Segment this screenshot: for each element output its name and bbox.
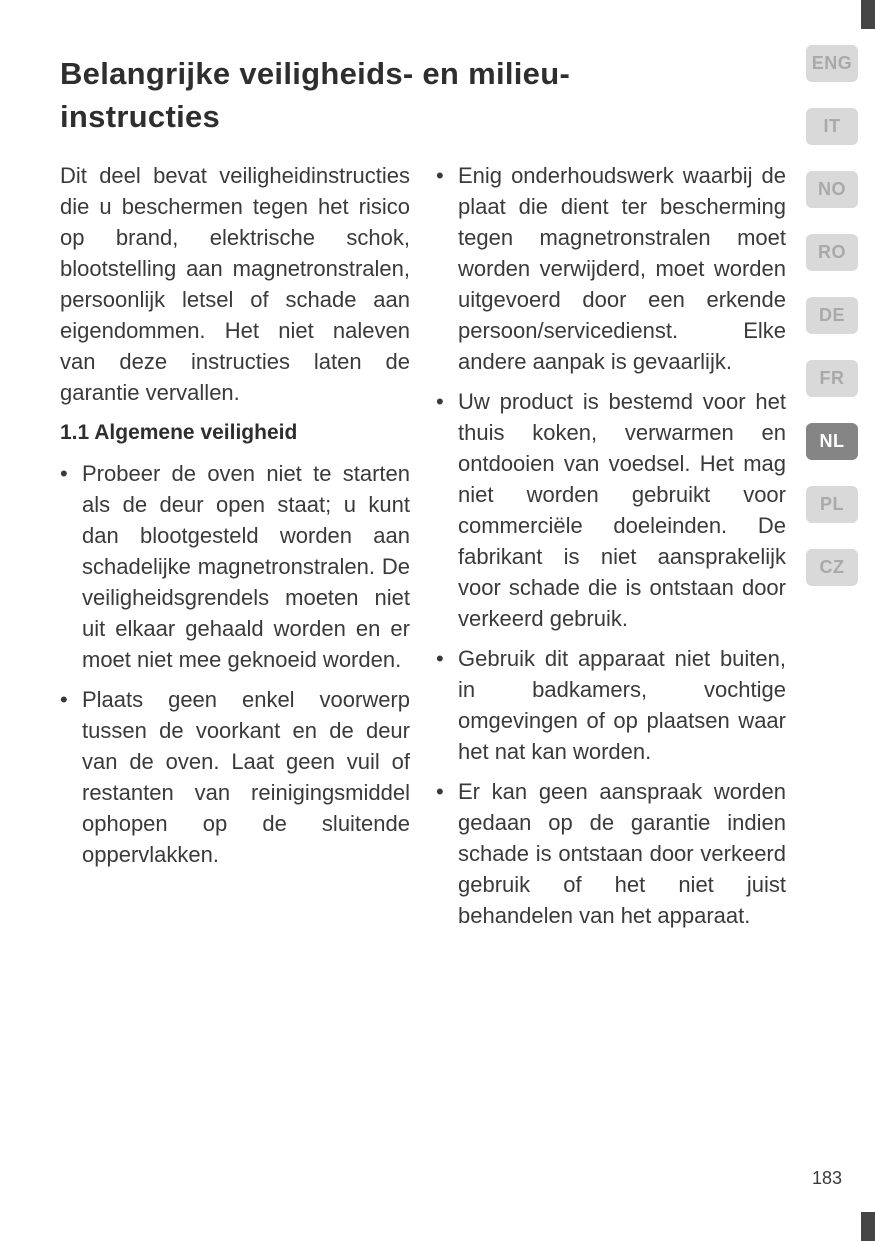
bullet-icon: • [60,461,68,486]
lang-tab-fr: FR [806,360,858,397]
bullet-icon: • [436,389,444,414]
lang-tab-pl: PL [806,486,858,523]
content-columns [60,160,786,940]
bullet-item [436,643,786,767]
lang-tab-de: DE [806,297,858,334]
bullet-text: Er kan geen aanspraak worden gedaan op de garantie indien schade is ontstaan door verkeerd gebruik of het niet juist behandelen van het apparaat. [458,779,786,928]
right-column [436,160,786,940]
bullet-item [60,458,410,675]
lang-tab-eng: ENG [806,45,858,82]
bullet-text: Uw product is bestemd voor het thuis koken, verwarmen en ontdooien van voedsel. Het mag niet worden gebruikt voor commerciële doeleinden. De fabrikant is niet aansprakelijk voor schade die is ontstaan door verkeerd gebruik. [458,389,786,631]
bullet-icon: • [436,779,444,804]
lang-tab-cz: CZ [806,549,858,586]
bullet-text: Gebruik dit apparaat niet buiten, in badkamers, vochtige omgevingen of op plaatsen waar het nat kan worden. [458,646,786,764]
lang-tab-nl: NL [806,423,858,460]
bullet-text: Enig onderhoudswerk waarbij de plaat die dient ter bescherming tegen magnetronstralen moet worden verwijderd, moet worden uitgevoerd door een erkende persoon/servicedienst. Elke andere aanpak is gevaarlijk. [458,163,786,374]
bullet-item [436,160,786,377]
section-heading: 1.1 Algemene veiligheid [60,421,298,444]
intro-paragraph: Dit deel bevat veiligheidinstructies die u beschermen tegen het risico op brand, elektrische schok, blootstelling aan magnetronstralen, persoonlijk letsel of schade aan eigendommen. Het niet naleven van deze instructies laten de garantie vervallen. [60,163,410,405]
bullet-text: Plaats geen enkel voorwerp tussen de voorkant en de deur van de oven. Laat geen vuil of restanten van reinigingsmiddel ophopen op de sluitende oppervlakken. [82,687,410,867]
page-title [60,52,760,138]
edge-strip-bottom [861,1212,875,1241]
lang-tab-no: NO [806,171,858,208]
bullet-icon: • [436,163,444,188]
left-column [60,160,410,940]
bullet-icon: • [436,646,444,671]
page-number: 183 [811,1168,842,1188]
page-title-line2: instructies [60,99,221,134]
bullet-icon: • [60,687,68,712]
bullet-item [436,776,786,931]
language-sidebar [806,45,858,586]
page-title-line1: Belangrijke veiligheids- en milieu- [60,56,571,91]
edge-strip-top [861,0,875,29]
bullet-text: Probeer de oven niet te starten als de deur open staat; u kunt dan blootgesteld worden aan schadelijke magnetronstralen. De veiligheidsgrendels moeten niet uit elkaar gehaald worden en er moet niet mee geknoeid worden. [82,461,410,672]
bullet-item [60,684,410,870]
lang-tab-it: IT [806,108,858,145]
lang-tab-ro: RO [806,234,858,271]
bullet-item [436,386,786,634]
